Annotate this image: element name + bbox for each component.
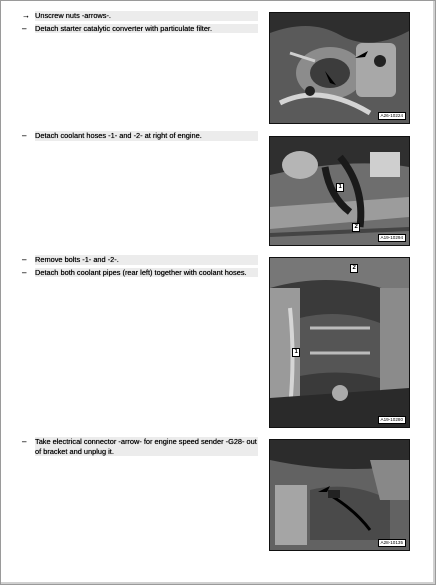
instruction-step-1 <box>22 11 258 36</box>
arrow-bullet-icon: → <box>22 11 30 20</box>
instruction-text: Remove bolts -1- and -2-. <box>35 255 258 265</box>
callout-2: 2 <box>350 264 358 273</box>
callout-1: 1 <box>336 183 344 192</box>
figure-id-label: A28-10135 <box>378 539 406 547</box>
figure-id-label: A26-10224 <box>378 112 406 120</box>
engine-photo-icon <box>270 440 409 550</box>
instruction-text: Take electrical connector -arrow- for engine speed sender -G28- out of bracket and unplug it. <box>35 437 257 456</box>
instruction-step-3 <box>22 255 258 280</box>
dash-bullet-icon: – <box>22 267 27 277</box>
dash-bullet-icon: – <box>22 437 27 446</box>
instruction-step-4 <box>22 437 258 459</box>
engine-photo-icon <box>270 258 409 427</box>
engine-photo-icon <box>270 13 409 123</box>
instruction-step-2 <box>22 131 258 144</box>
instruction-line <box>22 11 258 21</box>
instruction-text: Detach starter catalytic converter with particulate filter. <box>35 24 258 34</box>
instruction-text: Unscrew nuts -arrows-. <box>35 11 258 21</box>
dash-bullet-icon: – <box>22 131 27 140</box>
instruction-line <box>22 24 258 34</box>
figure-engine-photo-3 <box>269 257 410 428</box>
instruction-line <box>22 437 258 456</box>
figure-engine-photo-2 <box>269 136 410 246</box>
dash-bullet-icon: – <box>22 23 27 33</box>
callout-1: 1 <box>292 348 300 357</box>
instruction-text: Detach both coolant pipes (rear left) together with coolant hoses. <box>35 268 258 278</box>
instruction-line <box>22 131 258 141</box>
figure-engine-photo-4 <box>269 439 410 551</box>
figure-id-label: A19-10280 <box>378 416 406 424</box>
figure-engine-photo-1 <box>269 12 410 124</box>
callout-2: 2 <box>352 223 360 232</box>
dash-bullet-icon: – <box>22 255 27 264</box>
instruction-line <box>22 255 258 265</box>
figure-id-label: A19-10294 <box>378 234 406 242</box>
instruction-text: Detach coolant hoses -1- and -2- at right of engine. <box>35 131 258 141</box>
instruction-line <box>22 268 258 278</box>
